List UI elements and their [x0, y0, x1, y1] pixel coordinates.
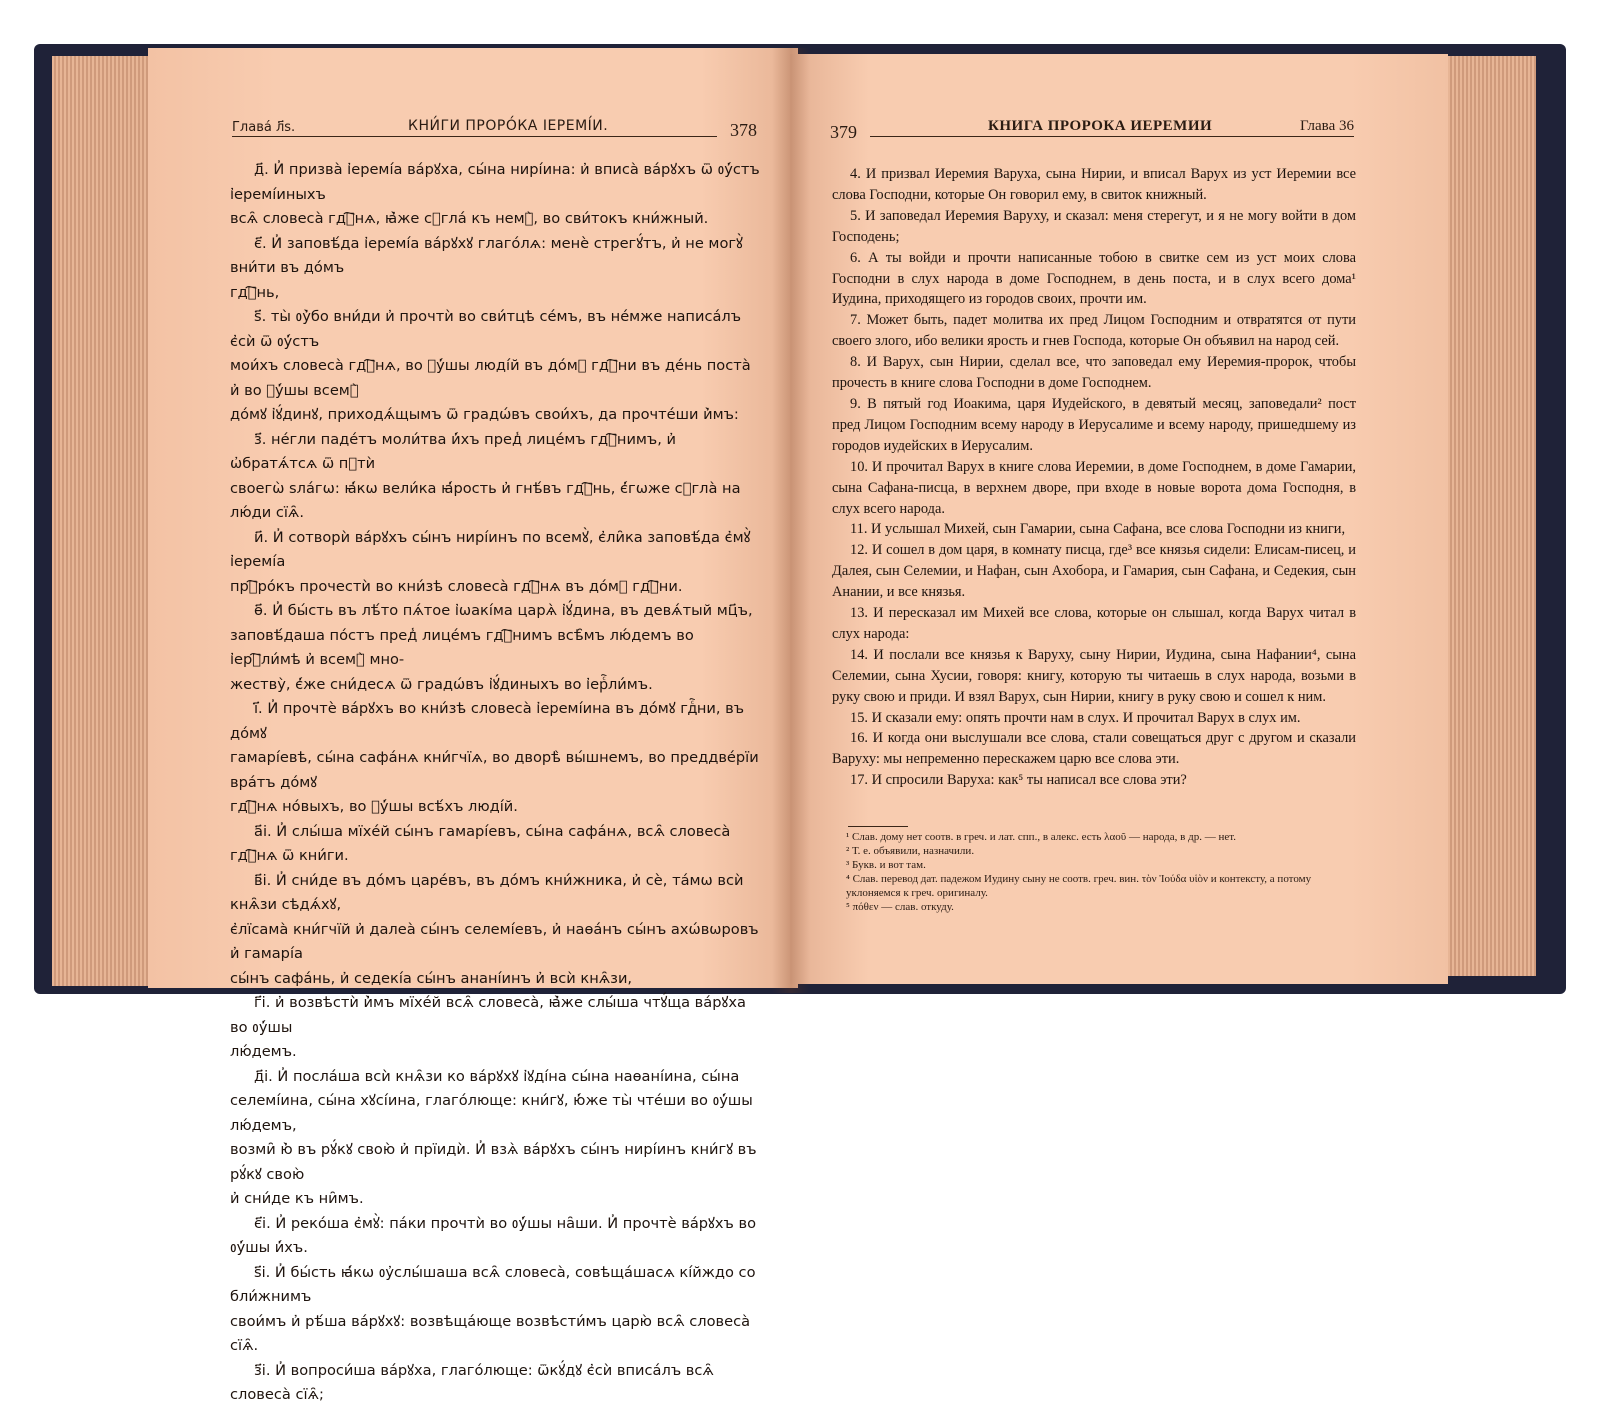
footnote: ⁴ Слав. перевод дат. падежом Иудину сыну не соотв. греч. вин. τὸν Ἰούδα υἱὸν и контексту, а потому уклоняемся к греч. оригиналу.: [846, 873, 1312, 899]
verse-line: з҃. не́гли паде́тъ моли́тва и҆́хъ пред̾ лице́мъ гдⷭ҇нимъ, и҆ ѡ҆братѧ́тсѧ ѿ пꙋтѝ: [230, 430, 677, 472]
verse: 14. И послали все князья к Варуху, сыну Нирии, Иудина, сына Нафании⁴, сына Селемии, сына Хусии, говоря: книгу, которую ты читаешь в слух народа, возьми в руку свою и приди. И взял Варух, сын Нирии, книгу в руку свою и сошел к ним.: [832, 646, 1356, 705]
verse-line: в҃і. И҆ сни́де въ до́мъ царе́въ, въ до́мъ кни́жника, и҆ сѐ, та́мѡ всѝ кнѧ̑зи сѣдѧ́хꙋ,: [230, 871, 744, 913]
verse-line: прⷪ҇ро́къ прочестѝ во кни́зѣ словеса̀ гдⷭ҇нѧ въ до́мꙋ гдⷭ҇ни.: [230, 577, 683, 595]
verse-line: г҃і. и҆ возвѣстѝ и҆̀мъ мїхе́й всѧ̑ словеса̀, ꙗ҆̀же слы́ша чтꙋ́ща ва́рꙋха во ᲂу҆́шы: [230, 994, 746, 1036]
verse: 12. И сошел в дом царя, в комнату писца, где³ все князья сидели: Елисам-писец, и Далея, сын Селемии, и Нафан, сын Ахобора, и Гамария, сын Сафана, и Седекия, сын Анании, и все князья.: [832, 542, 1356, 601]
right-header-title: КНИГА ПРОРОКА ИЕРЕМИИ: [988, 118, 1213, 134]
verse-line: є҃. И҆ заповѣ́да і҆еремі́а ва́рꙋхꙋ глаго́лѧ: менѐ стрегꙋ́тъ, и҆ не могꙋ̀ вни́ти въ до́мъ: [230, 234, 743, 276]
verse: 11. И услышал Михей, сын Гамарии, сына Сафана, все слова Господни из книги,: [850, 521, 1346, 538]
verse-line: лю́демъ.: [230, 1043, 297, 1060]
right-page-edges: [1440, 56, 1536, 976]
right-header-chapter: Глава 36: [1300, 118, 1354, 134]
verse-line: всѧ̑ словеса̀ гдⷭ҇нѧ, ꙗ҆̀же сꙋгла́ къ немꙋ̀, во сви́токъ кни́жный.: [230, 210, 709, 227]
footnote-rule: [848, 826, 908, 827]
verse: 4. И призвал Иеремия Варуха, сына Нирии, и вписал Варух из уст Иеремии все слова Господни, которые Он говорил ему, в свиток книжный.: [832, 166, 1356, 203]
verse-line: свои́мъ и҆ рѣ́ша ва́рꙋхꙋ: возвѣща́юще возвѣсти́мъ царю̀ всѧ̑ словеса̀ сїѧ̑.: [230, 1312, 751, 1354]
verse-line: ѕ҃і. И҆ бы́сть ꙗ҆́кѡ ᲂу҆слы́шаша всѧ̑ словеса̀, совѣща́шасѧ кі́йждо со бли́жнимъ: [230, 1263, 756, 1305]
verse: 10. И прочитал Варух в книге слова Иеремии, в доме Господнем, в доме Гамарии, сына Сафана-писца, в верхнем дворе, при входе в новые ворота дома Господня, в слух всего народа.: [832, 458, 1356, 517]
verse-line: д҃. И҆ призва̀ і҆еремі́а ва́рꙋха, сы́на нирі́ина: и҆ вписа̀ ва́рꙋхъ ѿ ᲂу҆́стъ і҆еремі́иныхъ: [230, 161, 760, 203]
book-gutter: [772, 48, 810, 993]
verse-line: а҃і. И҆ слы́ша мїхе́й сы́нъ гамарі́евъ, сы́на сафа́нѧ, всѧ̑ словеса̀ гдⷭ҇нѧ ѿ кни́ги.: [230, 822, 731, 864]
verse-line: сы́нъ сафа́нь, и҆ седекі́а сы́нъ анані́инъ и҆ всѝ кнѧ̑зи,: [230, 969, 633, 987]
verse: 9. В пятый год Иоакима, царя Иудейского, в девятый месяц, заповедали² пост пред Лицом Господним всему народу в Иерусалиме и всему народу, пришедшему из городов иудейских в Иерусалим.: [832, 395, 1356, 454]
verse-line: до́мꙋ і҆ꙋ́динꙋ, приходѧ́щымъ ѿ градѡ́въ свои́хъ, да прочте́ши и҆̀мъ:: [230, 406, 739, 423]
verse: 6. А ты войди и прочти написанные тобою в свитке сем из уст моих слова Господни в слух народа в доме Господнем, в день поста, и в слух всего дома¹ Иудина, приходящего из городов своих, прочти им.: [832, 249, 1356, 308]
left-page-number: 378: [730, 120, 757, 140]
verse-line: жеству̀, є҆́же сни́десѧ ѿ градѡ́въ і҆ꙋ́диныхъ во і҆ерⷭ҇ли́мъ.: [230, 675, 653, 693]
left-header-chapter: Глава́ л҃ѕ.: [232, 120, 296, 135]
verse: 15. И сказали ему: опять прочти нам в слух. И прочитал Варух в слух им.: [850, 709, 1301, 726]
footnote: ¹ Слав. дому нет соотв. в греч. и лат. спп., в алекс. есть λαοῦ — народа, в др. — нет.: [846, 831, 1236, 843]
left-page-edges: [52, 56, 152, 986]
footnote: ³ Букв. и вот там.: [846, 859, 926, 871]
verse-line: своегѡ̀ ѕла́гѡ: ꙗ҆́кѡ вели́ка ꙗ҆́рость и҆ гнѣ́въ гдⷭ҇нь, є҆́гѡже сꙋгла̀ на лю́ди сїѧ̑.: [230, 479, 741, 521]
slavonic-text: [230, 158, 760, 1408]
verse-line: ѳ҃. И҆ бы́сть въ лѣ́то пѧ́тое і҆ѡакі́ма царѧ̀ і҆ꙋ́дина, въ девѧ́тый мц҃ъ,: [254, 602, 753, 619]
verse-line: гамарі́евѣ, сы́на сафа́нѧ кни́гчїѧ, во дворѣ̀ вы́шнемъ, во преддве́рїи вра́тъ до́мꙋ: [230, 749, 759, 791]
verse-line: д҃і. И҆ посла́ша всѝ кнѧ̑зи ко ва́рꙋхꙋ і҆ꙋді́на сы́на наѳані́ина, сы́на: [254, 1067, 740, 1085]
right-page-number: 379: [830, 122, 857, 142]
right-header-rule: [870, 136, 1354, 137]
verse-line: селемі́ина, сы́на хꙋсі́ина, глаго́люще: кни́гꙋ, ю҆́же ты̀ чте́ши во ᲂу҆́шы лю́демъ,: [230, 1092, 753, 1134]
verse-line: з҃і. И҆ вопроси́ша ва́рꙋха, глаго́люще: ѿкꙋ́дꙋ є҆сѝ вписа́лъ всѧ̑ словеса̀ сїѧ̑;: [230, 1361, 714, 1403]
russian-text: [832, 164, 1356, 791]
verse-line: є҃і. И҆ реко́ша є҆мꙋ̀: па́ки прочтѝ во ᲂу҆́шы на̑ши. И҆ прочтѐ ва́рꙋхъ во ᲂу҆́шы и҆́хъ.: [230, 1214, 757, 1256]
verse-line: гдⷭ҇нѧ но́выхъ, во ᲂу҆́шы всѣ́хъ люді́й.: [230, 798, 518, 815]
footnotes: [846, 830, 1356, 914]
verse: 8. И Варух, сын Нирии, сделал все, что заповедал ему Иеремия-пророк, чтобы прочесть в книге слова Господни в доме Господнем.: [832, 354, 1356, 392]
left-header-rule: [232, 136, 717, 137]
verse-line: і҃. И҆ прочтѐ ва́рꙋхъ во кни́зѣ словеса̀ і҆еремі́ина въ до́мꙋ гдⷭ҇ни, въ до́мꙋ: [230, 700, 745, 742]
verse-line: и҃. И҆ сотворѝ ва́рꙋхъ сы́нъ нирі́инъ по всемꙋ̀, є҆ли̑ка заповѣ́да є҆мꙋ̀ і҆еремі́а: [230, 528, 751, 570]
footnote: ² Т. е. объявили, назначили.: [846, 845, 975, 857]
verse-line: и҆ сни́де къ ни̑мъ.: [230, 1190, 364, 1207]
verse-line: ѕ҃. ты̀ ᲂу҆̀бо вни́ди и҆ прочтѝ во сви́тцѣ се́мъ, въ не́мже написа́лъ є҆сѝ ѿ ᲂу҆́стъ: [230, 308, 742, 350]
left-header-title: КНИ́ГИ ПРОРО́КА ІЕРЕМІ́И.: [408, 118, 609, 134]
verse: 7. Может быть, падет молитва их пред Лицом Господним и отвратятся от пути своего злого, ибо велики ярость и гнев Господа, которые Он объявил на народ сей.: [832, 312, 1356, 350]
verse: 16. И когда они выслушали все слова, стали совещаться друг с другом и сказали Варуху: мы непременно перескажем царю все слова эти.: [832, 730, 1356, 768]
verse: 5. И заповедал Иеремия Варуху, и сказал: меня стерегут, и я не могу войти в дом Господень;: [832, 207, 1356, 245]
verse: 17. И спросили Варуха: как⁵ ты написал все слова эти?: [850, 772, 1187, 789]
verse-line: мои́хъ словеса̀ гдⷭ҇нѧ, во ᲂу҆́шы люді́й въ до́мꙋ гдⷭ҇ни въ де́нь поста̀ и҆ во ᲂу҆́шы всемꙋ̀: [230, 357, 751, 399]
footnote: ⁵ πόθεν — слав. откуду.: [846, 901, 954, 913]
verse-line: возми̑ ю҆̀ въ рꙋ́кꙋ свою̀ и҆ прїидѝ. И҆ взѧ̀ ва́рꙋхъ сы́нъ нирі́инъ кни́гꙋ въ рꙋ́кꙋ свою̀: [230, 1141, 757, 1183]
verse-line: заповѣ́даша по́стъ пред̾ лице́мъ гдⷭ҇нимъ всѣ̑мъ лю́демъ во і҆ерⷭ҇ли́мѣ и҆ всемꙋ̀ мно-: [230, 626, 694, 668]
verse-line: гдⷭ҇нь,: [230, 283, 280, 301]
verse: 13. И пересказал им Михей все слова, которые он слышал, когда Варух читал в слух народа:: [832, 605, 1356, 642]
verse-line: є҆лїсама̀ кни́гчїй и҆ далеа̀ сы́нъ селемі́евъ, и҆ наѳа́нъ сы́нъ ахѡ́вѡровъ и҆ гамарі́а: [230, 920, 759, 962]
